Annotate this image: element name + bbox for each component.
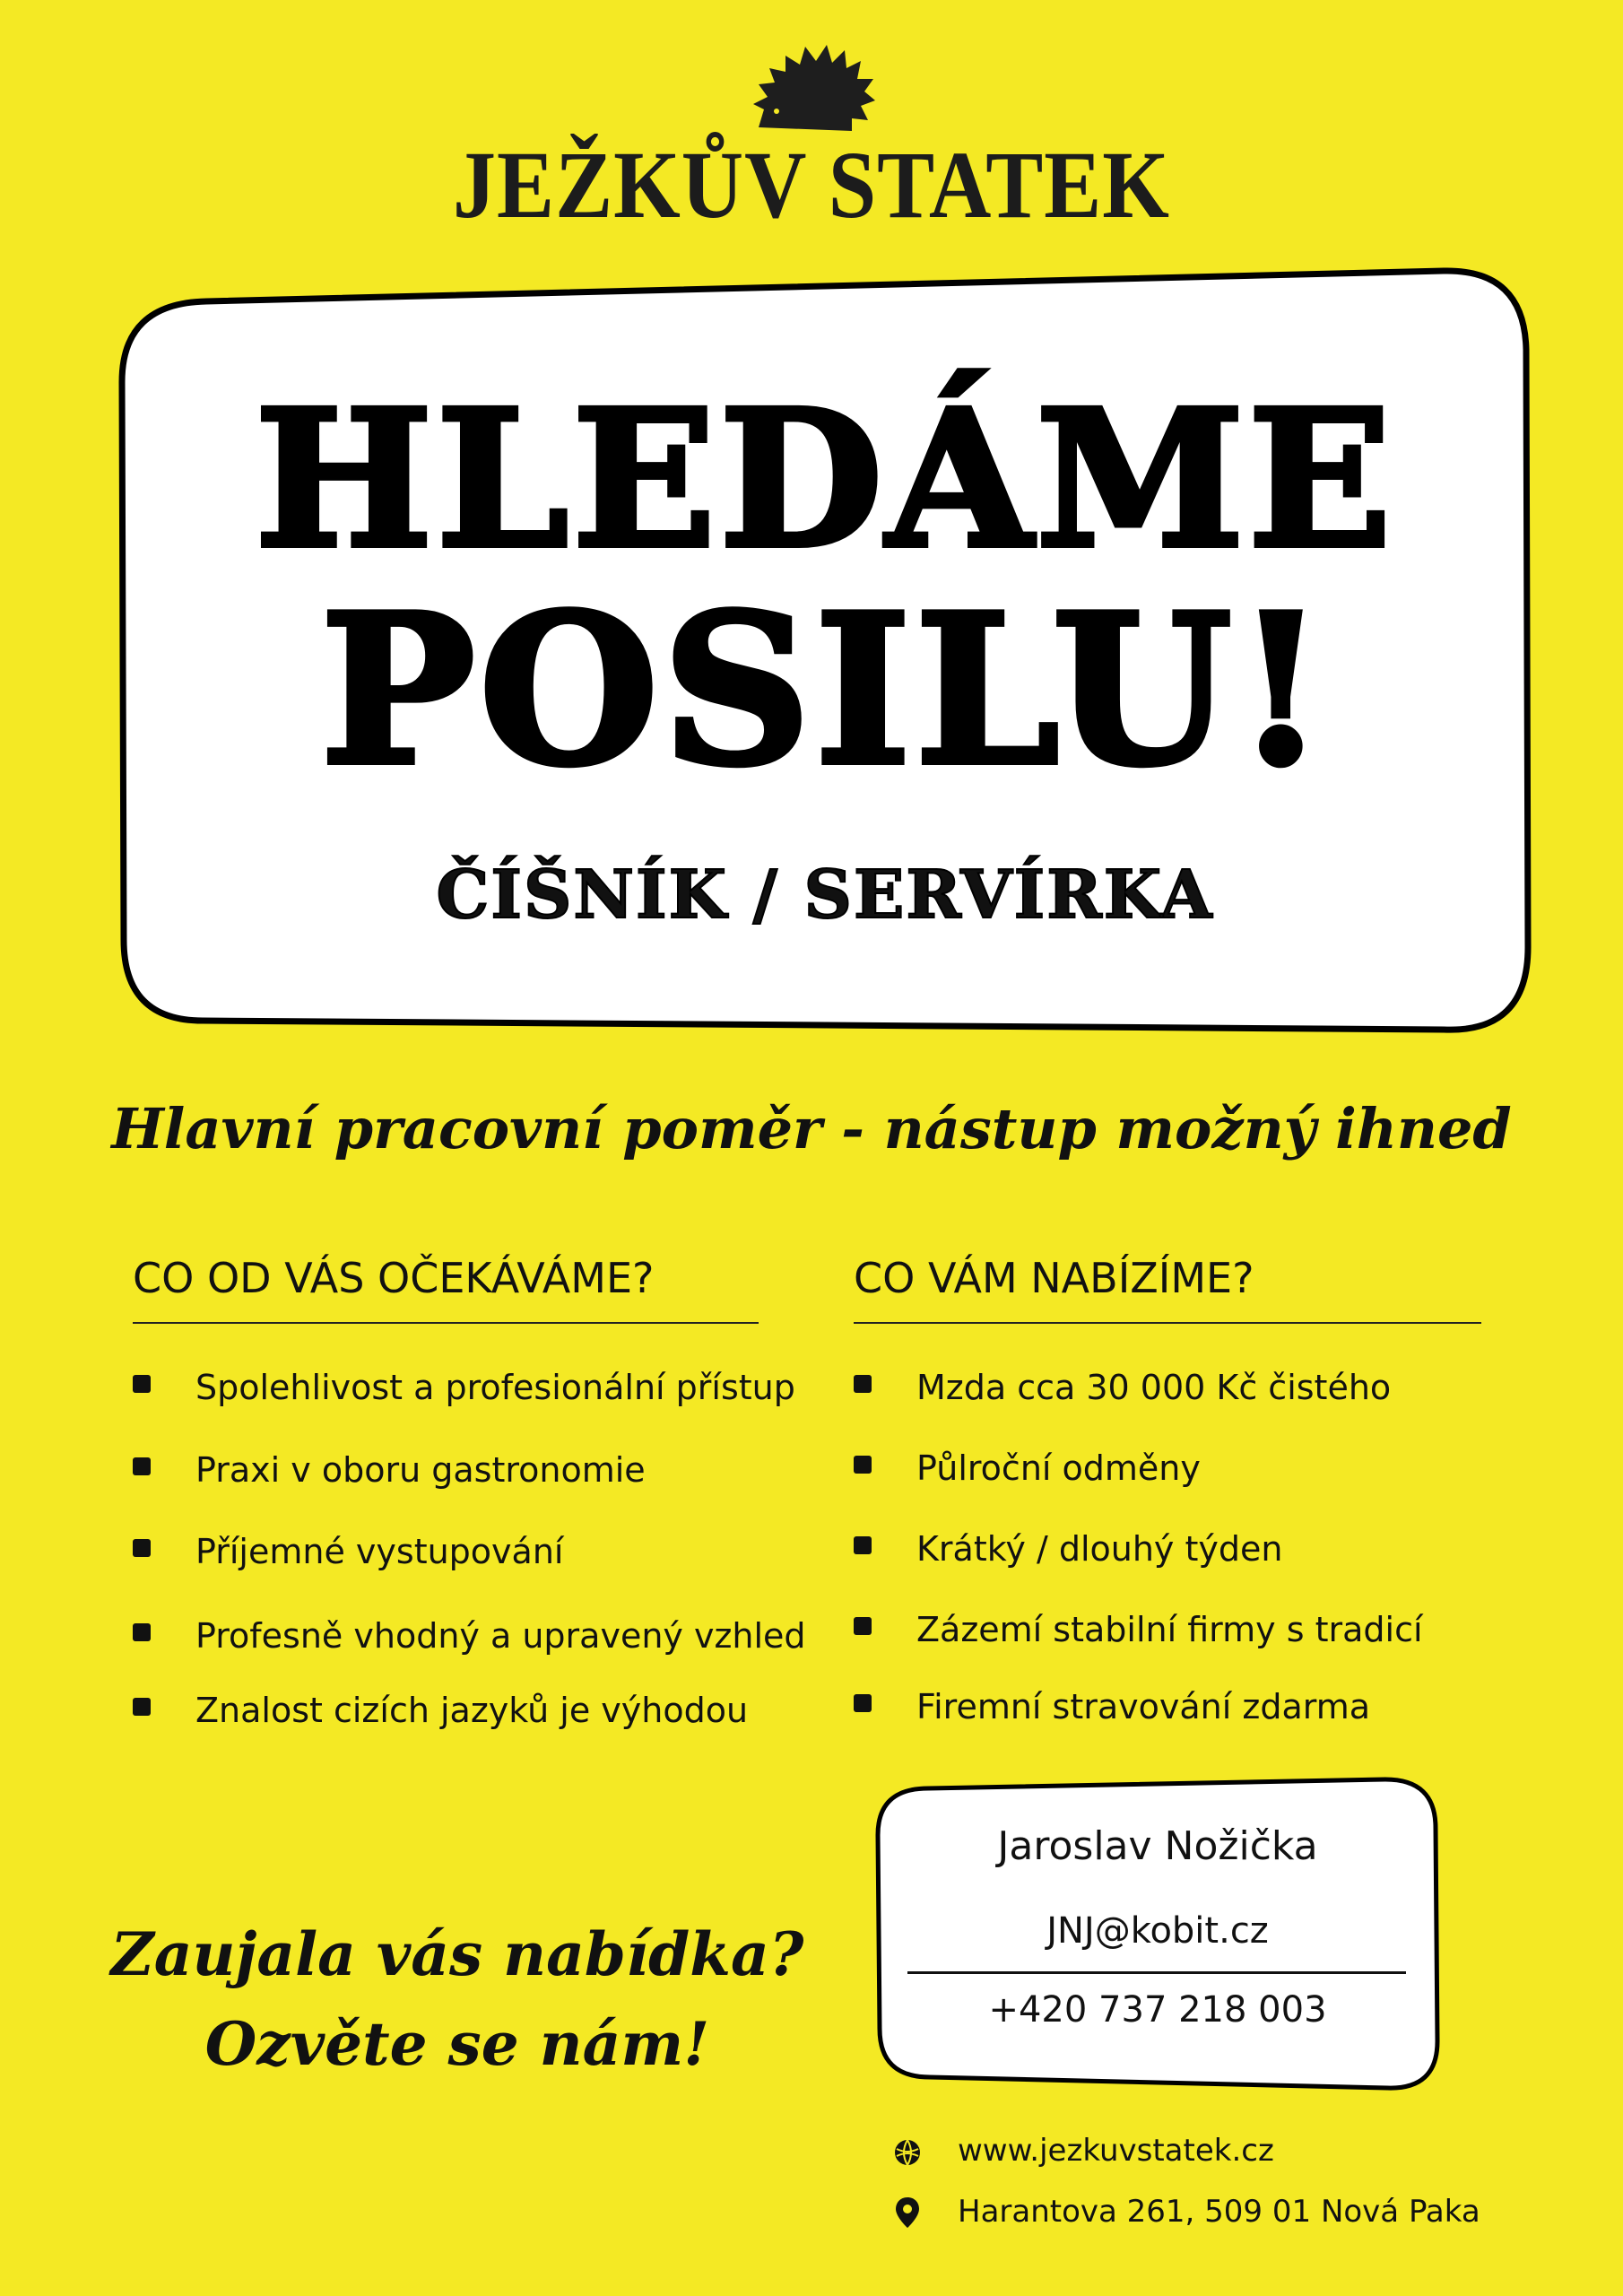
brand-name: JEŽKŮV STATEK	[453, 130, 1170, 239]
contact-email[interactable]: JNJ@kobit.cz	[1046, 1910, 1269, 1952]
contact-phone[interactable]: +420 737 218 003	[988, 1989, 1327, 2031]
bullet-icon	[854, 1536, 872, 1554]
employment-type: Hlavní pracovní poměr - nástup možný ihned	[111, 1096, 1512, 1161]
bullet-icon	[133, 1623, 151, 1641]
bullet-icon	[854, 1694, 872, 1712]
expectations-list: Spolehlivost a profesionální přístup Praxi v oboru gastronomie Příjemné vystupování Profesně vhodný a upravený vzhled Znalost cizích jazyků je výhodou	[133, 1368, 814, 1726]
offers-divider	[854, 1322, 1481, 1324]
bullet-icon	[854, 1375, 872, 1393]
hedgehog-icon	[751, 38, 877, 136]
expectations-divider	[133, 1322, 759, 1324]
globe-icon	[890, 2135, 925, 2170]
bullet-icon	[854, 1617, 872, 1635]
cta-line-1: Zaujala vás nabídka?	[110, 1919, 804, 1989]
expectations-title: CO OD VÁS OČEKÁVÁME?	[133, 1254, 655, 1302]
offers-title: CO VÁM NABÍZÍME?	[854, 1254, 1254, 1302]
bullet-icon	[133, 1698, 151, 1716]
bullet-icon	[854, 1456, 872, 1474]
cta-line-2: Ozvěte se nám!	[204, 2009, 710, 2079]
bullet-icon	[133, 1457, 151, 1475]
address-text: Harantova 261, 509 01 Nová Paka	[958, 2194, 1480, 2230]
headline-line-1: HLEDÁME	[255, 369, 1395, 590]
website-link[interactable]: www.jezkuvstatek.cz	[958, 2133, 1274, 2169]
headline-line-2: POSILU!	[320, 570, 1330, 812]
job-title: ČÍŠNÍK / SERVÍRKA	[436, 857, 1214, 934]
bullet-icon	[133, 1375, 151, 1393]
bullet-icon	[133, 1539, 151, 1557]
contact-divider	[907, 1971, 1406, 1974]
offers-list: Mzda cca 30 000 Kč čistého Půlroční odměny Krátký / dlouhý týden Zázemí stabilní firmy s tradicí Firemní stravování zdarma	[854, 1368, 1535, 1726]
contact-name: Jaroslav Nožička	[997, 1823, 1318, 1869]
location-pin-icon	[890, 2194, 925, 2230]
